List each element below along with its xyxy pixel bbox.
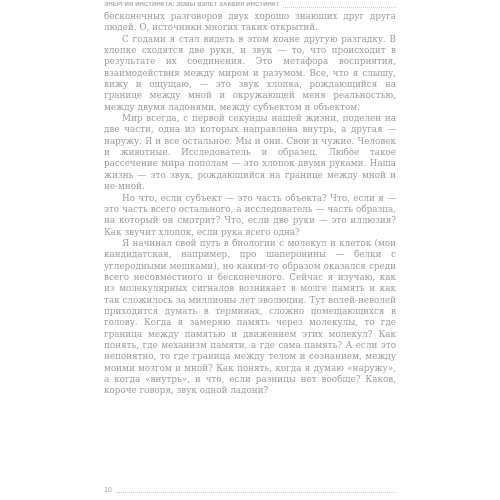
running-head bbox=[104, 2, 396, 8]
page-footer bbox=[104, 487, 396, 494]
body-text bbox=[104, 12, 396, 398]
running-head-title: ЭНЕРГИЯ ИНСТИНКТА: ЗОВЫ ВЗЛЁТ ЗАКВИЯ ИНСТИНКТ bbox=[104, 2, 280, 8]
paragraph: бесконечных разговоров двух хорошо знающих друг друга людей. О, источники многих таких открытий. bbox=[104, 12, 396, 34]
paragraph: Но что, если субъект — это часть объекта? Что, если я — это часть всего остального, а исследователь — часть образца, на который он смотрит? Что, если две руки — это иллюзия? Как звучит хлопок, если рука всего одна? bbox=[104, 193, 396, 238]
paragraph: Я начинал свой путь в биологии с молекул и клеток (мои кандидатская, например, про шаперонины — белки с углеродными мешками), но каким-то образом оказался среди всего несовместного и бесконечного. Сейчас я изучаю, как из молекулярных сигналов возникает в мозге память и как так сложилось за миллионы лет эволюции. Тут волей-неволей приходится думать в терминах, сложно помещающихся в голову. Когда я замеряю память через молекулы, то где граница между памятью и движением этих молекул? Как понять, где механизм памяти, а где сама память? А если это непонятно, то где граница между телом и сознанием, между моими мозгом и мной? Как понять, когда я думаю «наружу», а когда «внутрь», и что, если разницы нет вообще? Каков, короче говоря, звук одной ладони? bbox=[104, 238, 396, 397]
book-page bbox=[104, 0, 396, 500]
paragraph: С годами я стал видеть в этом коане другую разгадку. В хлопке сходятся две руки, и звук — то, что происходит в результате их соединения. Это метафора восприятия, взаимодействия между миром и разумом. Все, что я слышу, вижу и ощущаю, — это звук хлопка, рождающийся на границе между мной и окружающей меня реальностью, между двумя ладонями, между субъектом и объектом. bbox=[104, 34, 396, 113]
page-number: 10 bbox=[104, 487, 112, 494]
footer-leader bbox=[116, 488, 396, 493]
paragraph: Мир всегда, с первой секунды нашей жизни, поделен на две части, одна из которых направлена внутрь, а другая — наружу. Я и все остальное. Мы и они. Свои и чужие. Человек и животные. Исследователь и образец. Любое такое рассечение мира пополам — это хлопок двумя руками. Наша жизнь — это звук, рождающийся на границе между мной и не-мной. bbox=[104, 114, 396, 193]
running-head-leader bbox=[283, 3, 396, 8]
